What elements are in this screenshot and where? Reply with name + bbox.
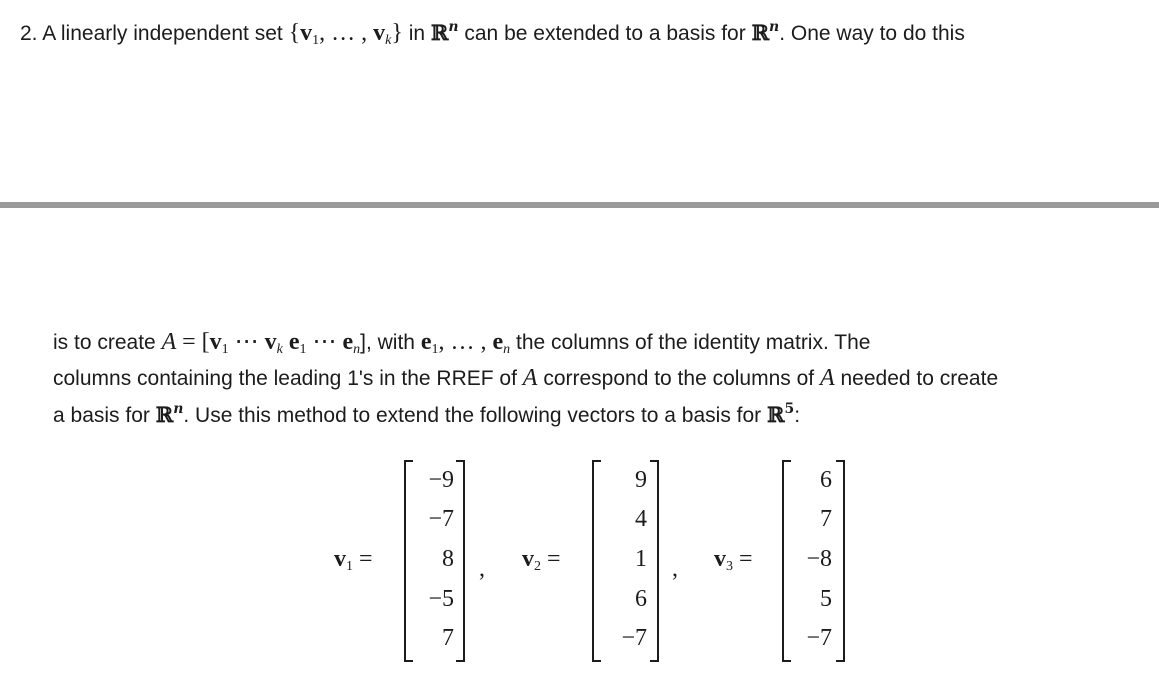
vector-entry: 1 [635,545,647,572]
vector-v1 [334,460,485,660]
vector-v3 [714,460,864,660]
vector-entry: −5 [428,585,454,612]
vector-entries [602,460,647,658]
vector-entry: −8 [806,545,832,572]
left-bracket [404,460,413,662]
problem-number: 2. [20,22,38,45]
vector-set: {$v_1$, … , $v_k$} [288,20,403,48]
separator-comma: , [672,556,678,582]
vector-entry: 6 [635,585,647,612]
vector-entry: 6 [820,466,832,493]
identity-columns: $e_1$, … , $e_n$ [420,329,511,357]
real-space-symbol: ℝ$^n$ [751,19,780,45]
vector-entry: 8 [442,545,454,572]
body-line-2: columns containing the leading 1's in the RREF of A correspond to the columns of A needed to create [53,365,999,391]
vector-entry: −7 [428,506,454,533]
left-bracket [592,460,601,662]
vector-entry: −7 [806,625,832,652]
section-divider [0,202,1159,208]
vector-entry: 7 [820,506,832,533]
vector-label: $v_2$ = [522,546,561,574]
vector-entries [414,460,454,658]
vector-entry: 5 [820,585,832,612]
vector-entry: −9 [428,466,454,493]
matrix-definition: = [$v_1$ ⋯ $v_k$ $e_1$ ⋯ $e_n$ [182,329,361,357]
real-space-symbol: ℝ$^n$ [155,401,184,427]
body-line-1: is to create $A = [v_1$ ⋯ $v_k$ $e_1$ ⋯ $e_n$], with $e_1$, … , $e_n$ the columns of the identity matrix. The [53,329,871,357]
vector-entry: 7 [442,625,454,652]
right-bracket [456,460,465,662]
vector-entry: 9 [635,466,647,493]
problem-statement-header: 2. A linearly independent set {$v_1$, … , $v_k$} in ℝ$^n$ can be extended to a basis for ℝ$^n$. One way to do this [20,19,965,48]
separator-comma: , [479,556,485,582]
vector-label: $v_3$ = [714,546,753,574]
body-line-3: a basis for ℝ$^n$. Use this method to extend the following vectors to a basis for ℝ$^5$: [53,401,801,427]
real-space-symbol: ℝ$^n$ [430,19,459,45]
r5-symbol: ℝ$^5$ [767,401,795,427]
right-bracket [836,460,845,662]
vector-entries [792,460,832,658]
vector-entry: −7 [621,625,647,652]
left-bracket [782,460,791,662]
vector-v2 [522,460,678,660]
right-bracket [650,460,659,662]
vector-label: $v_1$ = [334,546,373,574]
vector-entry: 4 [635,506,647,533]
